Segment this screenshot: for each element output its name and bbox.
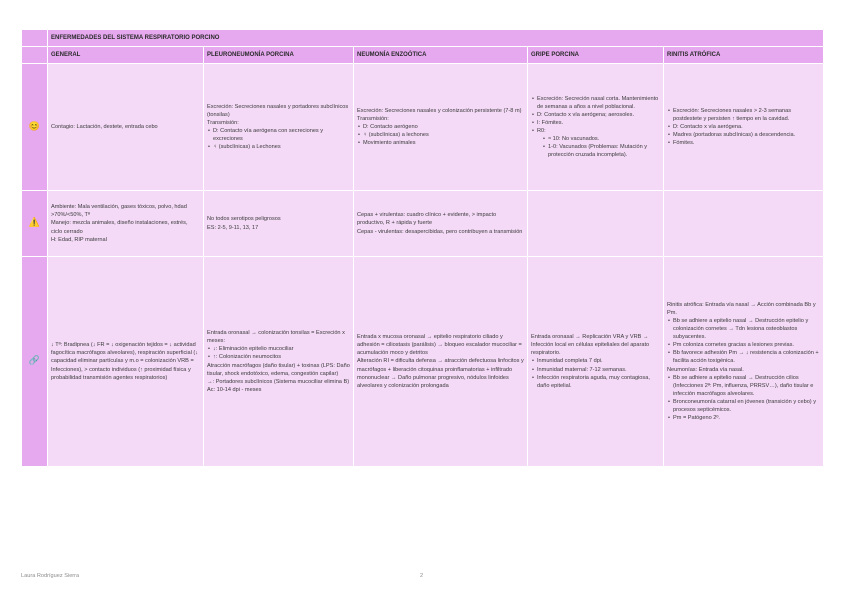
gripe-cell xyxy=(528,257,664,467)
sub-bullet-list xyxy=(537,135,660,159)
list-item: • ↑: Colonización neumocitos xyxy=(207,353,350,361)
table-row xyxy=(22,64,824,191)
enzo-cell xyxy=(354,257,528,467)
list-item: • Inmunidad maternal: 7-12 semanas. xyxy=(531,366,660,374)
corner-cell xyxy=(22,30,48,47)
cell-text: ES: 2-5, 9-11, 13, 17 xyxy=(207,224,259,231)
enzo-cell xyxy=(354,64,528,191)
general-cell xyxy=(48,191,204,257)
smiling-face-icon: 😊 xyxy=(28,120,41,131)
row-icon-cell xyxy=(22,191,48,257)
page-number: 2 xyxy=(420,573,424,579)
list-item: • ♀ (subclínicas) a Lechones xyxy=(207,143,350,151)
warning-icon: ⚠️ xyxy=(28,217,41,228)
footer-author: Laura Rodríguez Sierra xyxy=(21,573,80,579)
list-item: • Bronconeumonía catarral en jóvenes (transición y cebo) y procesos septicémicos. xyxy=(667,398,820,414)
row-icon-cell xyxy=(22,257,48,467)
cell-text: →: Portadores subclínicos (Sistema mucociliar elimina B) xyxy=(207,378,350,385)
table-title: ENFERMEDADES DEL SISTEMA RESPIRATORIO PORCINO xyxy=(48,30,824,47)
list-item xyxy=(531,127,660,159)
column-header: GRIPE PORCINA xyxy=(528,47,664,64)
general-cell xyxy=(48,64,204,191)
list-item: • Infección respiratoria aguda, muy contagiosa, daño epitelial. xyxy=(531,374,660,390)
list-item: • Inmunidad completa 7 dpi. xyxy=(531,357,660,365)
list-item: • D: Contacto x vía aerógena; aerosoles. xyxy=(531,111,660,119)
bullet-list xyxy=(667,317,820,366)
rinitis-cell xyxy=(664,257,824,467)
list-item: • Pm coloniza cornetes gracias a lesiones previas. xyxy=(667,341,820,349)
cell-text: Rinitis atrófica: Entrada vía nasal → Acción combinada Bb y Pm. xyxy=(667,301,816,316)
column-header: NEUMONÍA ENZOÓTICA xyxy=(354,47,528,64)
cell-text: Entrada x mucosa oronasal → epitelio respiratorio ciliado y adhesión = ciliostasis (parálisis) → bloqueo escalador mucociliar = acumulación moco y detritos xyxy=(357,334,522,357)
cell-text: Ac: 10-14 dpi - meses xyxy=(207,386,262,393)
list-item: • D: Contacto vía aerógena con secreciones y excreciones xyxy=(207,127,350,143)
list-item: • Excreción: Secreción nasal corta. Mantenimiento de semanas a años a nivel poblacional. xyxy=(531,95,660,111)
list-item: • ↓: Eliminación epitelio mucociliar xyxy=(207,345,350,353)
cell-text: Atracción macrófagos (daño tisular) + toxinas (LPS: Daño tisular, shock endotóxico, edema, congestión capilar) xyxy=(207,362,350,377)
list-item: • D: Contacto x vía aerógena. xyxy=(667,123,820,131)
row-icon-cell xyxy=(22,64,48,191)
list-item: • 1-0: Vacunados (Problemas: Mutación y protección cruzada incompleta). xyxy=(542,143,660,159)
list-item: • ♀ (subclínicas) a lechones xyxy=(357,131,524,139)
cell-text: Transmisión: xyxy=(207,119,239,126)
list-item: • Bb favorece adhesión Pm → ↓ resistencia a colonización + facilita acción toxigénica. xyxy=(667,349,820,365)
rinitis-cell xyxy=(664,64,824,191)
table-row xyxy=(22,191,824,257)
list-item: • I: Fómites. xyxy=(531,119,660,127)
pleuro-cell xyxy=(204,191,354,257)
cell-text: No todos serotipos peligrosos xyxy=(207,216,281,223)
table-row xyxy=(22,257,824,467)
pleuro-cell xyxy=(204,257,354,467)
list-item: • Pm = Patógeno 2º. xyxy=(667,414,820,422)
list-item: • Movimiento animales xyxy=(357,139,524,147)
list-item: • Bb se adhiere a epitelio nasal → Destrucción cilios (Infecciones 2ª: Pm, influenza, PRRSV…), daño tisular e infección macrófagos alveolares. xyxy=(667,374,820,398)
list-item-label: R0: xyxy=(537,128,546,134)
cell-text: Transmisión: xyxy=(357,115,389,122)
pleuro-cell xyxy=(204,64,354,191)
cell-text: Excreción: Secreciones nasales y portadores subclínicos (tonsilas) xyxy=(207,103,349,118)
bullet-list xyxy=(531,95,660,160)
column-header: PLEURONEUMONÍA PORCINA xyxy=(204,47,354,64)
cell-text: Alteración RI = dificulta defensa → atracción defectuosa linfocitos y macrófagos + liberación citoquinas proinflamatorias + infiltrado mononuclear → Daño pulmonar progresivo, nódulos linfoides alveolares y colonización prolongada xyxy=(357,358,524,389)
list-item: • Madres (portadoras subclínicas) a descendencia. xyxy=(667,131,820,139)
list-item: • D: Contacto aerógeno xyxy=(357,123,524,131)
list-item: • ≈ 10: No vacunados. xyxy=(542,135,660,143)
enzo-cell xyxy=(354,191,528,257)
bullet-list xyxy=(357,123,524,147)
bullet-list xyxy=(207,345,350,361)
link-icon: 🔗 xyxy=(28,355,41,366)
page xyxy=(21,29,823,467)
rinitis-cell xyxy=(664,191,824,257)
cell-text: ↓ Tª: Bradipnea (↓ FR = ↓ oxigenación tejidos = ↓ actividad fagocítica macrófagos alveolares), respiración superficial (↓ capacidad eliminar partículas y m.o = colonización VRB = Infecciones), > contacto individuos (↑ proximidad física y probabilidad transmisión agentes respiratorios) xyxy=(51,342,199,381)
cell-text: Excreción: Secreciones nasales y colonización persistente (7-8 m) xyxy=(357,107,522,114)
cell-text: Cepas + virulentas: cuadro clínico + evidente, > impacto productivo, R + rápida y fuerte xyxy=(357,212,497,227)
cell-text: Manejo: mezcla animales, diseño instalaciones, estrés, ciclo cerrado xyxy=(51,220,188,235)
gripe-cell xyxy=(528,64,664,191)
general-cell xyxy=(48,257,204,467)
gripe-cell xyxy=(528,191,664,257)
bullet-list xyxy=(531,357,660,389)
cell-text: Entrada oronasal → Replicación VRA y VRB → Infección local en células epiteliales del aparato respiratorio. xyxy=(531,334,650,357)
bullet-list xyxy=(207,127,350,151)
cell-text: H: Edad, RIP maternal xyxy=(51,236,107,243)
cell-text: Neumonías: Entrada vía nasal. xyxy=(667,366,744,373)
list-item: • Fómites. xyxy=(667,139,820,147)
cell-text: Ambiente: Mala ventilación, gases tóxicos, polvo, hdad >70%/<50%, Tª xyxy=(51,204,187,219)
list-item: • Excreción: Secreciones nasales > 2-3 semanas postdestete y persisten ↑ tiempo en la cavidad. xyxy=(667,107,820,123)
corner-cell xyxy=(22,47,48,64)
disease-table xyxy=(21,29,824,467)
cell-text: Cepas - virulentas: desapercibidas, pero contribuyen a transmisión xyxy=(357,228,523,235)
list-item: • Bb se adhiere a epitelio nasal → Destrucción epitelio y colonización cornetes → Tdn lesiona osteoblastos subyacentes. xyxy=(667,317,820,341)
column-header: RINITIS ATRÓFICA xyxy=(664,47,824,64)
bullet-list xyxy=(667,107,820,148)
cell-text: Contagio: Lactación, destete, entrada cebo xyxy=(51,123,158,130)
column-header: GENERAL xyxy=(48,47,204,64)
bullet-list xyxy=(667,374,820,423)
cell-text: Entrada oronasal → colonización tonsilas = Excreción x meses: xyxy=(207,330,345,345)
